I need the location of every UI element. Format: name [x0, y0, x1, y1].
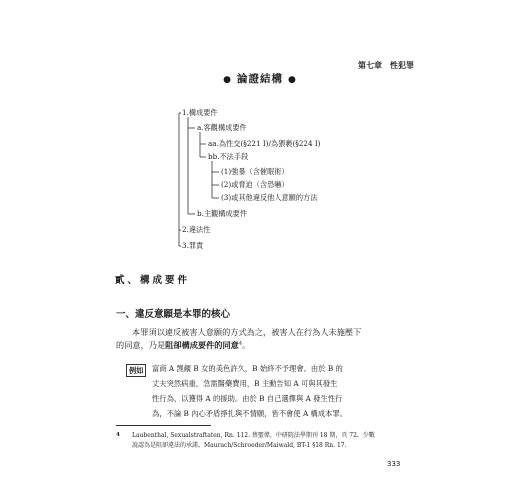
bullet-left-icon: ● — [223, 75, 232, 85]
footnote-line-2: 說認為是阻卻違法的承諾，Maurach/Schroeder/Maiwald, BT-1 §18 Rn. 17. — [132, 442, 347, 449]
bullet-right-icon: ● — [288, 75, 297, 85]
footnote-ref[interactable]: 4 — [238, 340, 243, 347]
footnote-number: 4 — [116, 432, 120, 438]
outline-item-other-means: (3)或其他違反他人意願的方法 — [221, 193, 318, 202]
outline-item-act: aa.為性交(§221 I)/為猥褻(§224 I) — [208, 139, 321, 148]
outline-item-objective: a.客觀構成要件 — [197, 123, 247, 132]
chapter-header: 第七章 性犯罪 — [358, 61, 414, 70]
outline-title: 論證結構 — [237, 73, 283, 85]
footnote-line-1: Laubenthal, Sexualstraftaten, Rn. 112. 蔡聖偉，中研院法學期刊 18 期，頁 72，少數 — [132, 432, 375, 439]
outline-item-elements: 1.構成要件 — [182, 108, 218, 117]
body-paragraph-line-2 — [116, 339, 250, 351]
example-tag: 例如 — [126, 364, 146, 377]
outline-item-threat: (2)或脅迫（含恐嚇） — [221, 180, 289, 189]
body-text-end: 。 — [242, 340, 251, 350]
body-text: 的同意，乃是 — [116, 340, 166, 350]
body-paragraph-line-1: 本罪須以違反被害人意願的方式為之，被害人在行為人未施壓下 — [132, 327, 362, 337]
outline-title-row — [0, 71, 520, 86]
example-line-1: 富商 A 觊覦 B 女的美色許久，B 始終不予理會。由於 B 的 — [152, 364, 343, 373]
section-heading: 貳、構成要件 — [115, 275, 191, 286]
outline-item-illegality: 2.違法性 — [182, 225, 211, 234]
body-emphasis: 阻卻構成要件的同意 — [165, 340, 239, 350]
page-number: 333 — [387, 460, 401, 468]
example-line-3: 性行為，以獲得 A 的援助。由於 B 自己選擇與 A 發生性行 — [152, 394, 343, 403]
outline-item-subjective: b.主觀構成要件 — [197, 209, 248, 218]
outline-item-culpability: 3.罪責 — [182, 241, 204, 250]
footnote-divider — [116, 425, 211, 426]
example-line-2: 丈夫突然病重，急需醫藥費用，B 主動告知 A 可與其發生 — [152, 379, 338, 388]
example-line-4: 為，不論 B 內心矛盾掙扎與不情願，皆不會使 A 構成本罪。 — [152, 409, 348, 418]
outline-item-unlawful-means: bb.不法手段 — [208, 152, 249, 161]
outline-item-force: (1)強暴（含催眠術） — [221, 167, 289, 176]
subsection-heading: 一、違反意願是本罪的核心 — [116, 309, 231, 320]
